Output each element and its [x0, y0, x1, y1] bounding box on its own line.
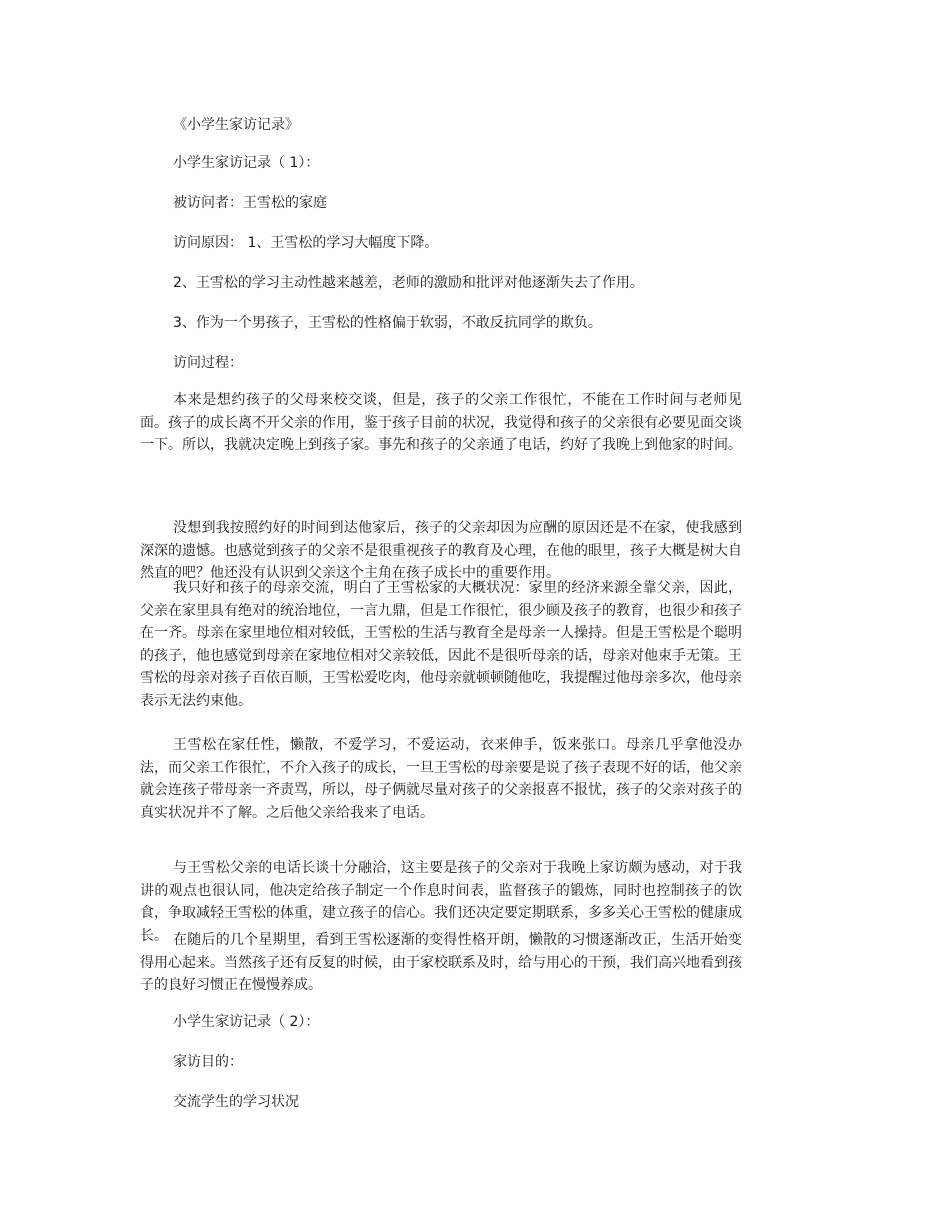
- reason-line-3: 3、作为一个男孩子，王雪松的性格偏于软弱，不敢反抗同学的欺负。: [173, 315, 602, 331]
- paragraph-2: 没想到我按照约好的时间到达他家后，孩子的父亲却因为应酬的原因还是不在家，使我感到深深的遗憾。也感觉到孩子的父亲不是很重视孩子的教育及心理，在他的眼里，孩子大概是树大自然直的吧？他还没有认识到父亲这个主角在孩子成长中的重要作用。: [140, 520, 742, 581]
- paragraph-6: 在随后的几个星期里，看到王雪松逐渐的变得性格开朗，懒散的习惯逐渐改正，生活开始变得用心起来。当然孩子还有反复的时候，由于家校联系及时，给与用心的干预，我们高兴地看到孩子的良好习惯正在慢慢养成。: [140, 932, 742, 993]
- visitee-line: 被访问者：王雪松的家庭: [173, 195, 327, 211]
- paragraph-1: 本来是想约孩子的父母来校交谈，但是，孩子的父亲工作很忙，不能在工作时间与老师见面。孩子的成长离不开父亲的作用，鉴于孩子目前的状况，我觉得和孩子的父亲很有必要见面交谈一下。所以，我就决定晚上到孩子家。事先和孩子的父亲通了电话，约好了我晚上到他家的时间。: [140, 392, 742, 453]
- process-label: 访问过程：: [173, 355, 243, 371]
- record-2-heading: 小学生家访记录（ 2）：: [173, 1014, 320, 1030]
- purpose-item: 交流学生的学习状况: [173, 1094, 299, 1110]
- reason-line-2: 2、王雪松的学习主动性越来越差，老师的激励和批评对他逐渐失去了作用。: [173, 275, 644, 291]
- paragraph-4: 王雪松在家任性，懒散，不爱学习，不爱运动，衣来伸手，饭来张口。母亲几乎拿他没办法，而父亲工作很忙，不介入孩子的成长，一旦王雪松的母亲要是说了孩子表现不好的话，他父亲就会连孩子带母亲一齐责骂，所以，母子俩就尽量对孩子的父亲报喜不报忧，孩子的父亲对孩子的真实状况并不了解。之后他父亲给我来了电话。: [140, 737, 742, 821]
- paragraph-3: 我只好和孩子的母亲交流，明白了王雪松家的大概状况：家里的经济来源全靠父亲，因此，父亲在家里具有绝对的统治地位，一言九鼎，但是工作很忙，很少顾及孩子的教育，也很少和孩子在一齐。母亲在家里地位相对较低，王雪松的生活与教育全是母亲一人操持。但是王雪松是个聪明的孩子，他也感觉到母亲在家地位相对父亲较低，因此不是很听母亲的话，母亲对他束手无策。王雪松的母亲对孩子百依百顺，王雪松爱吃肉，他母亲就顿顿随他吃，我提醒过他母亲多次，他母亲表示无法约束他。: [140, 580, 742, 709]
- paragraph-5: 与王雪松父亲的电话长谈十分融洽，这主要是孩子的父亲对于我晚上家访颇为感动，对于我讲的观点也很认同，他决定给孩子制定一个作息时间表，监督孩子的锻炼，同时也控制孩子的饮食，争取减轻王雪松的体重，建立孩子的信心。我们还决定要定期联系，多多关心王雪松的健康成长。: [140, 860, 742, 944]
- document-title: 《小学生家访记录》: [173, 117, 299, 133]
- record-1-heading: 小学生家访记录（ 1）：: [173, 155, 320, 171]
- purpose-label: 家访目的：: [173, 1054, 243, 1070]
- reason-line-1: 访问原因： 1、王雪松的学习大幅度下降。: [173, 235, 439, 251]
